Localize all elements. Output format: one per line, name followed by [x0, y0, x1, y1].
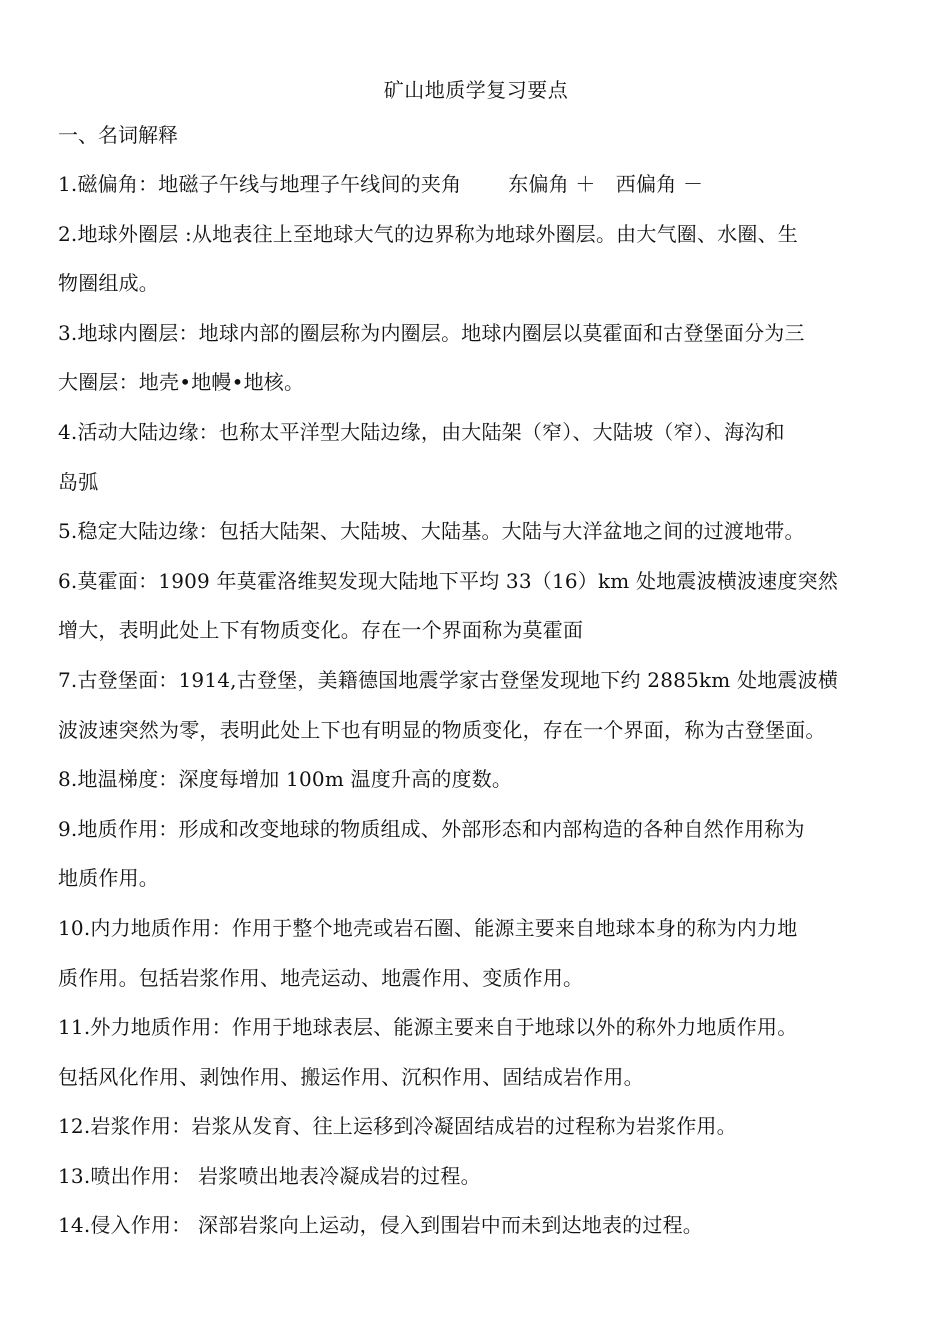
term-entry [58, 309, 894, 408]
entry-line: 4.活动大陆边缘：也称太平洋型大陆边缘，由大陆架（窄）、大陆坡（窄）、海沟和 [58, 419, 785, 444]
term-entry [58, 1003, 894, 1102]
entry-line: 13.喷出作用： 岩浆喷出地表冷凝成岩的过程。 [58, 1163, 481, 1188]
term-entry [58, 755, 894, 805]
entry-line: 质作用。包括岩浆作用、地壳运动、地震作用、变质作用。 [58, 965, 584, 990]
section-heading: 一、名词解释 [58, 123, 178, 147]
term-entry [58, 160, 894, 210]
term-entry [58, 557, 894, 656]
entry-line: 10.内力地质作用：作用于整个地壳或岩石圈、能源主要来自地球本身的称为内力地 [58, 915, 798, 940]
term-entry [58, 656, 894, 755]
entry-line: 5.稳定大陆边缘：包括大陆架、大陆坡、大陆基。大陆与大洋盆地之间的过渡地带。 [58, 519, 805, 544]
entry-line: 地质作用。 [58, 866, 159, 891]
entry-line: 1.磁偏角：地磁子午线与地理子午线间的夹角 东偏角 ＋ 西偏角 － [58, 172, 704, 196]
entry-line: 2.地球外圈层 :从地表往上至地球大气的边界称为地球外圈层。由大气圈、水圈、生 [58, 221, 798, 246]
entry-line: 6.莫霍面：1909 年莫霍洛维契发现大陆地下平均 33（16）km 处地震波横波速度突然 [58, 568, 839, 593]
entry-line: 7.古登堡面：1914,古登堡，美籍德国地震学家古登堡发现地下约 2885km 处地震波横 [58, 667, 839, 692]
entry-line: 11.外力地质作用：作用于地球表层、能源主要来自于地球以外的称外力地质作用。 [58, 1015, 798, 1040]
entry-line: 波波速突然为零，表明此处上下也有明显的物质变化，存在一个界面，称为古登堡面。 [58, 717, 826, 742]
entry-line: 14.侵入作用： 深部岩浆向上运动，侵入到围岩中而未到达地表的过程。 [58, 1213, 703, 1238]
term-entry [58, 1152, 894, 1202]
entry-line: 大圈层：地壳•地幔•地核。 [58, 370, 305, 395]
entry-line: 12.岩浆作用：岩浆从发育、往上运移到冷凝固结成岩的过程称为岩浆作用。 [58, 1114, 737, 1139]
entry-line: 包括风化作用、剥蚀作用、搬运作用、沉积作用、固结成岩作用。 [58, 1064, 644, 1089]
term-entry [58, 1201, 894, 1251]
entry-line: 物圈组成。 [58, 271, 159, 296]
term-entry [58, 1102, 894, 1152]
term-entry [58, 408, 894, 507]
entry-line: 3.地球内圈层：地球内部的圈层称为内圈层。地球内圈层以莫霍面和古登堡面分为三 [58, 320, 805, 345]
entry-line: 9.地质作用：形成和改变地球的物质组成、外部形态和内部构造的各种自然作用称为 [58, 816, 805, 841]
term-entry [58, 904, 894, 1003]
entry-line: 8.地温梯度：深度每增加 100m 温度升高的度数。 [58, 767, 513, 792]
term-entry [58, 805, 894, 904]
entry-line: 增大，表明此处上下有物质变化。存在一个界面称为莫霍面 [58, 618, 584, 643]
term-entry [58, 210, 894, 309]
document-title: 矿山地质学复习要点 [383, 78, 569, 102]
term-entry [58, 507, 894, 557]
entry-line: 岛弧 [58, 469, 99, 494]
document-page [58, 70, 894, 1251]
